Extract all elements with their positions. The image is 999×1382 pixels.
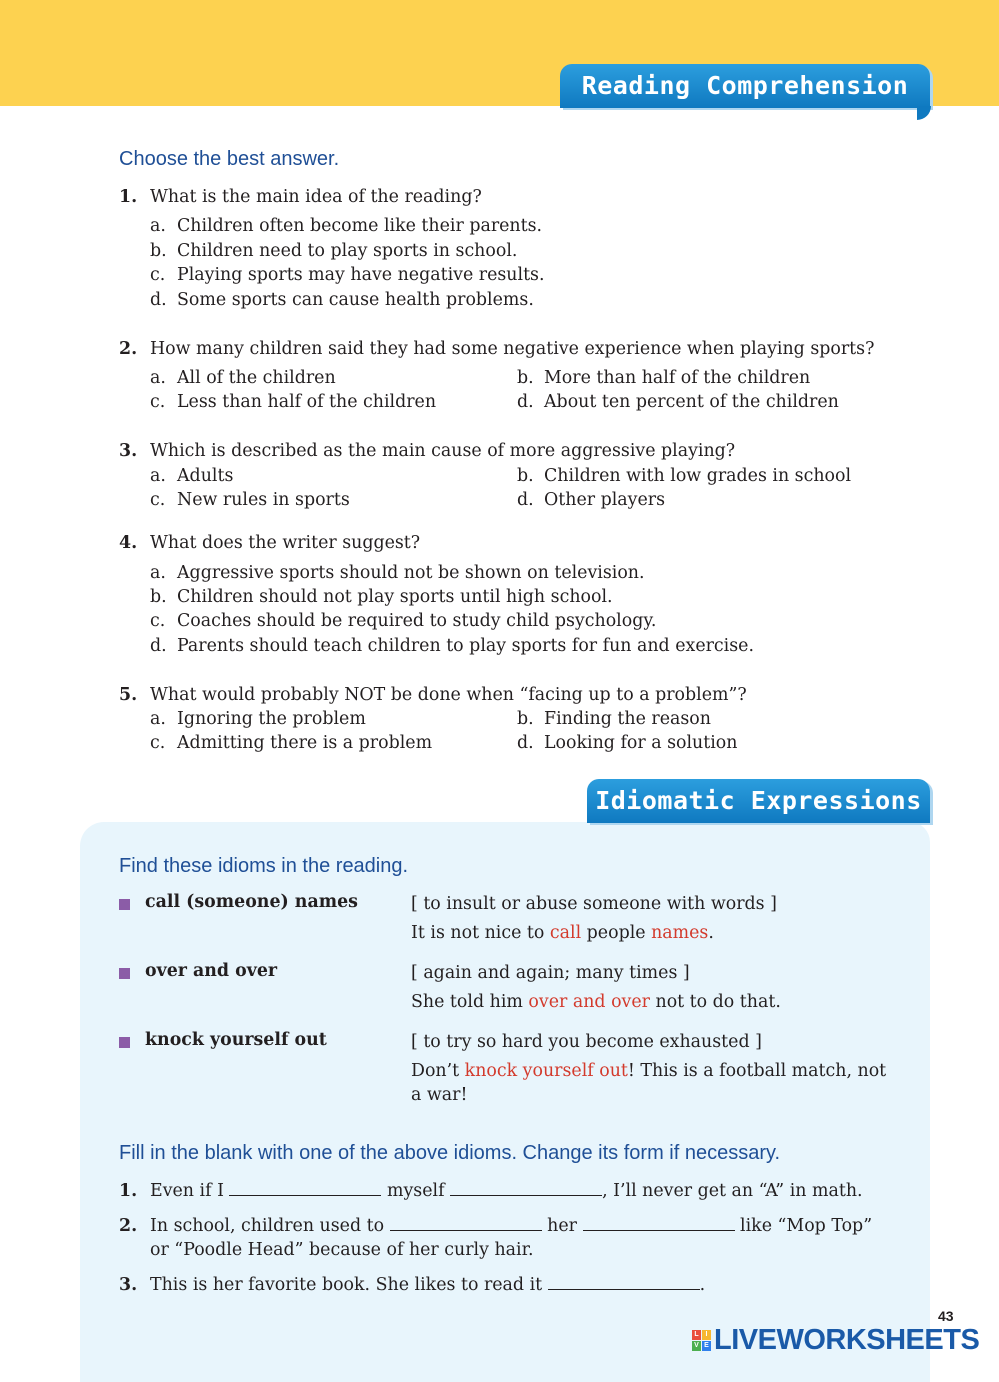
reading-instruction: Choose the best answer.: [119, 148, 340, 170]
idiom-example: [411, 921, 891, 945]
option-text: Ignoring the problem: [177, 709, 366, 729]
blank-field[interactable]: [450, 1181, 602, 1196]
q3-option-d[interactable]: [517, 488, 665, 512]
example-highlight: over and over: [528, 992, 650, 1012]
q2-option-d[interactable]: [517, 390, 839, 414]
question-text: What is the main idea of the reading?: [150, 187, 482, 207]
option-letter: c.: [150, 392, 166, 412]
brand-name: LIVEWORKSHEETS: [714, 1324, 980, 1356]
option-text: Playing sports may have negative results.: [177, 265, 545, 285]
idiom-example: [411, 1059, 891, 1107]
option-text: More than half of the children: [544, 368, 811, 388]
item-text: .: [699, 1275, 706, 1295]
q3-option-c[interactable]: [150, 488, 350, 512]
item-text: , I’ll never get an “A” in math.: [602, 1181, 863, 1201]
option-letter: a.: [150, 709, 166, 729]
example-text: people: [581, 923, 652, 943]
option-letter: d.: [150, 290, 167, 310]
question-number: 5.: [119, 685, 138, 705]
liveworksheets-logo[interactable]: [692, 1324, 979, 1357]
item-number: 1.: [119, 1181, 138, 1201]
question-number: 2.: [119, 339, 138, 359]
option-text: All of the children: [177, 368, 336, 388]
example-text: It is not nice to: [411, 923, 550, 943]
q4-option-d[interactable]: [150, 634, 754, 658]
bullet-icon: [119, 1037, 130, 1048]
option-text: Children often become like their parents.: [177, 216, 543, 236]
question-text: What would probably NOT be done when “facing up to a problem”?: [150, 685, 747, 705]
item-text: her: [541, 1216, 583, 1236]
option-text: Finding the reason: [544, 709, 711, 729]
option-text: Looking for a solution: [544, 733, 738, 753]
option-text: Other players: [544, 490, 665, 510]
logo-mark-icon: [692, 1330, 711, 1351]
idioms-instruction: Find these idioms in the reading.: [119, 855, 409, 877]
question-text: How many children said they had some negative experience when playing sports?: [150, 339, 875, 359]
page-number: 43: [938, 1308, 954, 1324]
bullet-icon: [119, 968, 130, 979]
example-highlight: call: [549, 923, 582, 943]
q5-option-a[interactable]: [150, 707, 366, 731]
q4-option-c[interactable]: [150, 609, 656, 633]
q4-option-b[interactable]: [150, 585, 613, 609]
example-highlight: names: [651, 923, 709, 943]
item-number: 3.: [119, 1275, 138, 1295]
logo-mark-letter: L: [692, 1330, 701, 1340]
q4-option-a[interactable]: [150, 561, 645, 585]
logo-mark-letter: E: [702, 1341, 711, 1351]
q1-option-a[interactable]: [150, 214, 542, 238]
option-letter: a.: [150, 368, 166, 388]
example-text: not to do that.: [649, 992, 781, 1012]
blank-field[interactable]: [229, 1181, 381, 1196]
q3-option-b[interactable]: [517, 464, 851, 488]
item-text: Even if I: [150, 1181, 230, 1201]
question-number: 4.: [119, 533, 138, 553]
fill-item-2-line-2: or “Poodle Head” because of her curly hair.: [150, 1240, 534, 1260]
option-letter: c.: [150, 265, 166, 285]
example-text: .: [708, 923, 714, 943]
logo-mark-letter: I: [702, 1330, 711, 1340]
option-letter: d.: [150, 636, 167, 656]
section-tab-reading-comprehension: Reading Comprehension: [560, 64, 930, 108]
item-text: myself: [381, 1181, 451, 1201]
q2-option-c[interactable]: [150, 390, 436, 414]
option-letter: a.: [150, 466, 166, 486]
option-letter: c.: [150, 733, 166, 753]
option-letter: b.: [150, 587, 167, 607]
question-number: 3.: [119, 441, 138, 461]
q1-option-d[interactable]: [150, 288, 534, 312]
option-text: Adults: [177, 466, 234, 486]
option-letter: c.: [150, 611, 166, 631]
fill-blank-instruction: Fill in the blank with one of the above idioms. Change its form if necessary.: [119, 1142, 781, 1164]
option-text: New rules in sports: [177, 490, 350, 510]
option-letter: c.: [150, 490, 166, 510]
q2-option-a[interactable]: [150, 366, 336, 390]
question-text: Which is described as the main cause of more aggressive playing?: [150, 441, 736, 461]
option-text: Less than half of the children: [177, 392, 437, 412]
blank-field[interactable]: [548, 1275, 700, 1290]
logo-mark-letter: V: [692, 1341, 701, 1351]
idiom-term: knock yourself out: [145, 1030, 327, 1050]
option-text: Coaches should be required to study child psychology.: [177, 611, 657, 631]
option-letter: b.: [517, 709, 534, 729]
option-letter: b.: [517, 466, 534, 486]
option-letter: b.: [517, 368, 534, 388]
question-number: 1.: [119, 187, 138, 207]
q3-option-a[interactable]: [150, 464, 233, 488]
example-text: Don’t: [411, 1061, 465, 1081]
q1-option-b[interactable]: [150, 239, 517, 263]
q5-option-d[interactable]: [517, 731, 737, 755]
option-letter: b.: [150, 241, 167, 261]
option-letter: d.: [517, 733, 534, 753]
option-text: Admitting there is a problem: [177, 733, 433, 753]
blank-field[interactable]: [583, 1216, 735, 1231]
example-text: ! This is a football match, not a war!: [411, 1061, 887, 1105]
option-text: Parents should teach children to play sports for fun and exercise.: [177, 636, 754, 656]
idiom-term: call (someone) names: [145, 892, 358, 912]
q5-option-c[interactable]: [150, 731, 432, 755]
blank-field[interactable]: [390, 1216, 542, 1231]
idiom-term: over and over: [145, 961, 278, 981]
option-text: Some sports can cause health problems.: [177, 290, 534, 310]
example-highlight: knock yourself out: [464, 1061, 628, 1081]
q1-option-c[interactable]: [150, 263, 545, 287]
option-text: Children should not play sports until high school.: [177, 587, 613, 607]
option-letter: a.: [150, 563, 166, 583]
idiom-example: [411, 990, 891, 1014]
option-text: Children need to play sports in school.: [177, 241, 518, 261]
question-text: What does the writer suggest?: [150, 533, 421, 553]
section-tab-idiomatic-expressions: Idiomatic Expressions: [587, 779, 930, 823]
item-number: 2.: [119, 1216, 138, 1236]
option-letter: d.: [517, 392, 534, 412]
option-text: Aggressive sports should not be shown on television.: [177, 563, 645, 583]
option-text: About ten percent of the children: [544, 392, 839, 412]
q2-option-b[interactable]: [517, 366, 810, 390]
idiom-definition: [ again and again; many times ]: [411, 963, 690, 983]
example-text: She told him: [411, 992, 529, 1012]
item-text: This is her favorite book. She likes to read it: [150, 1275, 548, 1295]
option-letter: d.: [517, 490, 534, 510]
item-text: like “Mop Top”: [734, 1216, 873, 1236]
idiom-definition: [ to insult or abuse someone with words ]: [411, 894, 777, 914]
tab-curl-decoration: [917, 106, 931, 120]
q5-option-b[interactable]: [517, 707, 711, 731]
option-text: Children with low grades in school: [544, 466, 852, 486]
idiom-definition: [ to try so hard you become exhausted ]: [411, 1032, 762, 1052]
item-text: In school, children used to: [150, 1216, 390, 1236]
option-letter: a.: [150, 216, 166, 236]
bullet-icon: [119, 899, 130, 910]
